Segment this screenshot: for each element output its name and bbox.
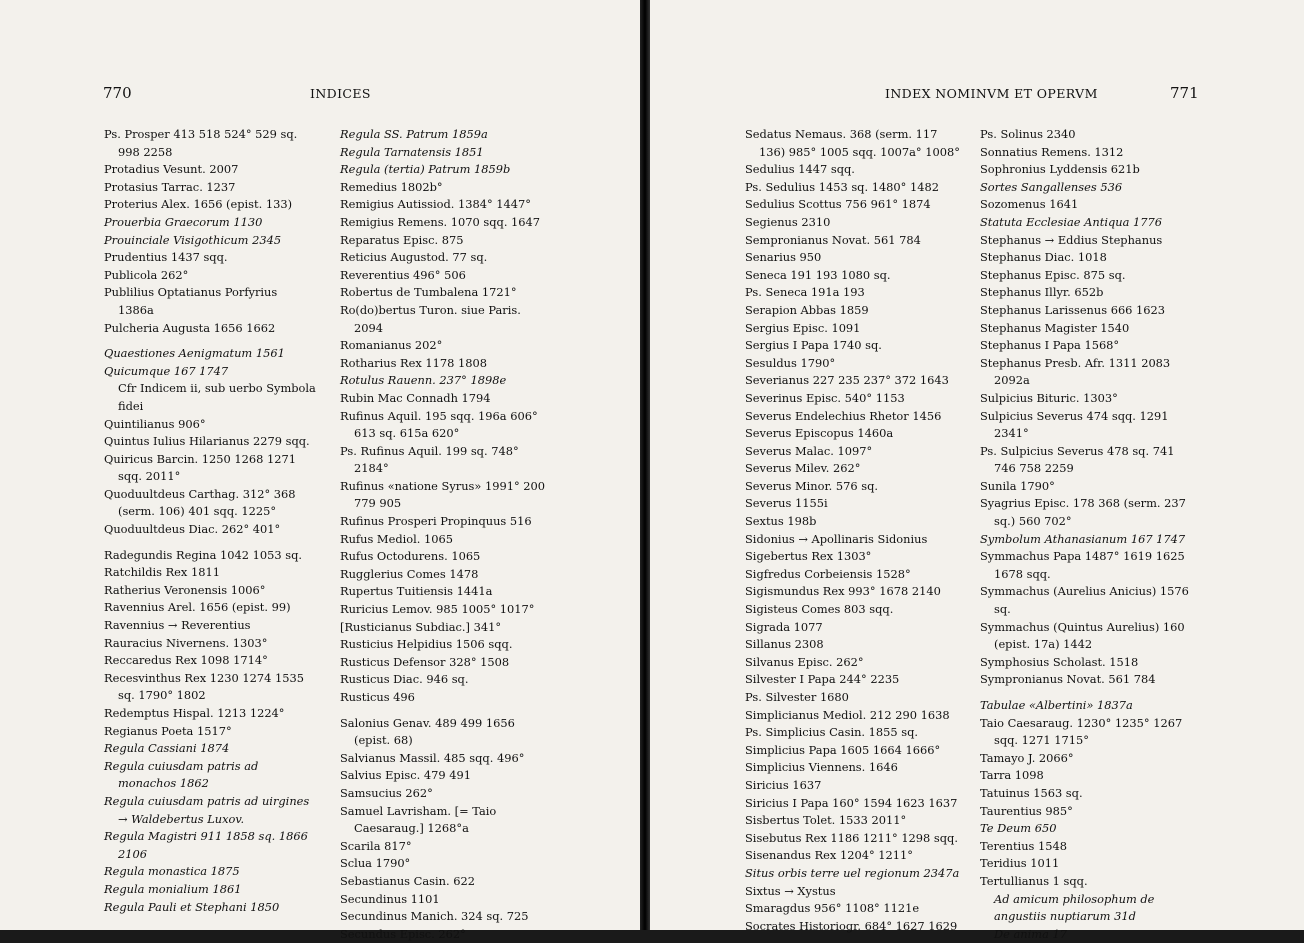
index-entry: Secundus Episc. 262° — [340, 926, 466, 941]
index-entry: Sunila 1790° — [980, 478, 1055, 493]
index-entry: Salvius Episc. 479 491 — [340, 768, 471, 783]
index-entry: Ravennius → Reverentius — [104, 618, 251, 633]
index-entry: Radegundis Regina 1042 1053 sq. — [104, 547, 303, 562]
page-number: 771 — [1170, 84, 1199, 102]
index-entry: Romanianus 202° — [340, 338, 443, 353]
index-entry: Rusticus Defensor 328° 1508 — [340, 654, 510, 669]
index-entry: Taio Caesaraug. 1230° 1235° 1267 sqq. 1271 1715° — [980, 715, 1183, 748]
index-entry: Syagrius Episc. 178 368 (serm. 237 sq.) 560 702° — [980, 496, 1186, 529]
index-entry: Serapion Abbas 1859 — [745, 302, 869, 317]
index-entry: Rufinus Aquil. 195 sqq. 196a 606° 613 sq. 615a 620° — [340, 408, 538, 441]
index-entry: Rugglerius Comes 1478 — [340, 566, 479, 581]
index-entry: Stephanus Illyr. 652b — [980, 285, 1104, 300]
index-entry: Sozomenus 1641 — [980, 197, 1079, 212]
index-entry: Ad amicum philosophum de angustiis nuptiarum 31d — [994, 891, 1155, 924]
index-entry: Sedatus Nemaus. 368 (serm. 117 136) 985° 1005 sqq. 1007a° 1008° — [745, 127, 960, 159]
index-entry: Siricius 1637 — [745, 777, 822, 792]
index-entry: Reparatus Episc. 875 — [340, 232, 464, 247]
index-entry: Silvester I Papa 244° 2235 — [745, 672, 900, 687]
index-entry: Severus Episcopus 1460a — [745, 426, 894, 441]
index-entry: Sidonius → Apollinaris Sidonius — [745, 531, 928, 546]
index-entry: Simplicianus Mediol. 212 290 1638 — [745, 707, 950, 722]
index-entry: Seneca 191 193 1080 sq. — [745, 267, 891, 282]
index-entry: Rufinus Prosperi Propinquus 516 — [340, 514, 532, 529]
index-entry: Protadius Vesunt. 2007 — [104, 162, 239, 177]
index-entry: Regianus Poeta 1517° — [104, 723, 232, 738]
index-entry: Ps. Prosper 413 518 524° 529 sq. 998 2258 — [104, 127, 298, 159]
index-entry: Ps. Seneca 191a 193 — [745, 285, 865, 300]
index-entry: Symphosius Scholast. 1518 — [980, 654, 1139, 669]
index-entry: Rufus Mediol. 1065 — [340, 531, 453, 546]
index-entry: Symbolum Athanasianum 167 1747 — [980, 531, 1186, 546]
index-entry: Symmachus (Aurelius Anicius) 1576 sq. — [980, 584, 1189, 617]
index-entry: Redemptus Hispal. 1213 1224° — [104, 706, 285, 720]
index-entry: De anima 17 — [994, 926, 1067, 941]
index-entry: Stephanus Episc. 875 sq. — [980, 267, 1126, 282]
index-entry: Sedulius 1447 sqq. — [745, 162, 855, 177]
index-entry: Severus Endelechius Rhetor 1456 — [745, 408, 942, 423]
index-entry: Ps. Solinus 2340 — [980, 127, 1076, 141]
index-entry: Tamayo J. 2066° — [980, 750, 1074, 765]
index-entry: Secundinus Manich. 324 sq. 725 — [340, 909, 529, 924]
index-entry: Rufus Octodurens. 1065 — [340, 549, 481, 564]
index-entry: Remedius 1802b° — [340, 179, 443, 194]
index-entry: Siricius I Papa 160° 1594 1623 1637 — [745, 795, 958, 810]
index-entry: Regula cuiusdam patris ad monachos 1862 — [104, 758, 259, 791]
index-entry: Protasius Tarrac. 1237 — [104, 179, 236, 194]
index-entry: Ro(do)bertus Turon. siue Paris. 2094 — [340, 302, 521, 335]
index-entry: Sophronius Lyddensis 621b — [980, 162, 1140, 177]
running-head: INDEX NOMINVM ET OPERVM — [885, 86, 1098, 101]
index-entry: Prudentius 1437 sqq. — [104, 250, 228, 265]
index-entry: Sextus 198b — [745, 514, 817, 529]
index-entry: Smaragdus 956° 1108° 1121e — [745, 901, 920, 916]
index-entry: Terentius 1548 — [980, 838, 1067, 853]
index-entry: Regula monastica 1875 — [104, 864, 240, 879]
index-entry: Robertus de Tumbalena 1721° — [340, 285, 517, 300]
index-entry: Tarra 1098 — [980, 768, 1044, 783]
index-entry: Quiricus Barcin. 1250 1268 1271 sqq. 2011° — [104, 451, 297, 484]
index-entry: Cfr Indicem ii, sub uerbo Symbola fidei — [118, 381, 316, 413]
index-entry: Simplicius Papa 1605 1664 1666° — [745, 742, 941, 757]
index-entry: Sigisteus Comes 803 sqq. — [745, 602, 894, 617]
index-entry: Rubin Mac Connadh 1794 — [340, 390, 491, 405]
book-gutter — [640, 0, 650, 930]
index-entry: Ravennius Arel. 1656 (epist. 99) — [104, 600, 291, 615]
index-entry: Publicola 262° — [104, 267, 189, 282]
index-entry: Sigismundus Rex 993° 1678 2140 — [745, 584, 941, 599]
index-entry: Statuta Ecclesiae Antiqua 1776 — [980, 214, 1162, 229]
index-column-1 — [104, 126, 316, 916]
index-entry: Sortes Sangallenses 536 — [980, 179, 1123, 194]
index-entry: Quicumque 167 1747 — [104, 363, 229, 378]
index-entry: Ps. Rufinus Aquil. 199 sq. 748° 2184° — [340, 443, 519, 476]
index-entry: Prouinciale Visigothicum 2345 — [104, 232, 282, 247]
index-entry: Severus 1155i — [745, 496, 828, 511]
index-entry: Sonnatius Remens. 1312 — [980, 144, 1124, 159]
index-entry: Ps. Sedulius 1453 sq. 1480° 1482 — [745, 179, 939, 194]
index-entry: Sulpicius Severus 474 sqq. 1291 2341° — [980, 408, 1169, 441]
index-entry: Rufinus «natione Syrus» 1991° 200 779 905 — [340, 478, 546, 511]
index-entry: Recesvinthus Rex 1230 1274 1535 sq. 1790° 1802 — [104, 670, 304, 703]
index-entry: Sulpicius Bituric. 1303° — [980, 390, 1118, 405]
index-entry: Silvanus Episc. 262° — [745, 654, 864, 669]
index-entry: Ratherius Veronensis 1006° — [104, 582, 266, 597]
index-entry: Severus Minor. 576 sq. — [745, 478, 879, 493]
index-entry: Sixtus → Xystus — [745, 883, 836, 898]
index-entry: Severus Milev. 262° — [745, 461, 861, 476]
page-number: 770 — [103, 84, 132, 102]
index-entry: Taurentius 985° — [980, 803, 1073, 818]
index-entry: Rotulus Rauenn. 237° 1898e — [340, 373, 507, 388]
index-entry: Publilius Optatianus Porfyrius 1386a — [104, 285, 278, 317]
index-entry: Quoduultdeus Diac. 262° 401° — [104, 522, 281, 537]
index-entry: Sergius Episc. 1091 — [745, 320, 861, 335]
index-entry: Socrates Historiogr. 684° 1627 1629 — [745, 918, 958, 933]
index-entry: Sigrada 1077 — [745, 619, 823, 634]
index-entry: Ps. Silvester 1680 — [745, 690, 849, 704]
index-entry: Rusticus 496 — [340, 690, 415, 704]
index-entry: Prouerbia Graecorum 1130 — [104, 214, 263, 229]
index-entry: Ratchildis Rex 1811 — [104, 565, 220, 580]
index-entry: Tabulae «Albertini» 1837a — [980, 698, 1133, 712]
index-entry: Te Deum 650 — [980, 821, 1057, 836]
index-entry: Regula monialium 1861 — [104, 881, 242, 896]
index-entry: Samuel Lavrisham. [= Taio Caesaraug.] 1268°a — [340, 803, 497, 836]
index-entry: Ps. Simplicius Casin. 1855 sq. — [745, 725, 919, 740]
index-entry: Salonius Genav. 489 499 1656 (epist. 68) — [340, 715, 515, 748]
left-page — [0, 0, 640, 941]
index-entry: Situs orbis terre uel regionum 2347a — [745, 865, 960, 880]
index-entry: Sigebertus Rex 1303° — [745, 549, 872, 564]
index-entry: Regula Magistri 911 1858 sq. 1866 2106 — [104, 829, 308, 861]
index-entry: Quintus Iulius Hilarianus 2279 sqq. — [104, 434, 310, 449]
index-entry: Reticius Augustod. 77 sq. — [340, 250, 488, 265]
index-entry: Symmachus (Quintus Aurelius) 160 (epist. 17a) 1442 — [980, 619, 1185, 652]
index-entry: Sisenandus Rex 1204° 1211° — [745, 848, 913, 863]
index-entry: Symmachus Papa 1487° 1619 1625 1678 sqq. — [980, 549, 1185, 581]
index-entry: Stephanus I Papa 1568° — [980, 338, 1120, 353]
index-entry: Severianus 227 235 237° 372 1643 — [745, 373, 949, 388]
index-entry: Quoduultdeus Carthag. 312° 368 (serm. 106) 401 sqq. 1225° — [104, 486, 296, 519]
index-entry: Ruricius Lemov. 985 1005° 1017° — [340, 602, 535, 617]
index-entry: Sisebutus Rex 1186 1211° 1298 sqq. — [745, 830, 958, 845]
index-entry: Proterius Alex. 1656 (epist. 133) — [104, 197, 293, 212]
index-entry: Sergius I Papa 1740 sq. — [745, 338, 882, 353]
index-entry: Senarius 950 — [745, 250, 822, 265]
index-entry: Stephanus Larissenus 666 1623 — [980, 302, 1166, 317]
index-entry: Regula (tertia) Patrum 1859b — [340, 162, 511, 177]
index-entry: Quintilianus 906° — [104, 416, 206, 431]
index-entry: Regula Cassiani 1874 — [104, 741, 230, 756]
index-entry: Tatuinus 1563 sq. — [980, 785, 1083, 800]
right-page — [650, 0, 1304, 941]
index-entry: Sclua 1790° — [340, 856, 411, 871]
index-entry: Remigius Remens. 1070 sqq. 1647 — [340, 214, 541, 229]
index-entry: Regula cuiusdam patris ad uirgines → Waldebertus Luxov. — [104, 793, 310, 826]
index-entry: Segienus 2310 — [745, 214, 831, 229]
index-entry: Quaestiones Aenigmatum 1561 — [104, 346, 285, 361]
index-entry: Sempronianus Novat. 561 784 — [745, 232, 921, 247]
index-entry: Rusticius Helpidius 1506 sqq. — [340, 637, 513, 652]
index-entry: Ps. Sulpicius Severus 478 sq. 741 746 758 2259 — [980, 443, 1175, 476]
index-entry: Sesuldus 1790° — [745, 355, 836, 370]
index-column-4 — [980, 126, 1198, 943]
index-entry: Rauracius Nivernens. 1303° — [104, 635, 268, 650]
index-entry: Rupertus Tuitiensis 1441a — [340, 584, 493, 599]
index-entry: Tertullianus 1 sqq. — [980, 873, 1088, 888]
index-entry: Stephanus Presb. Afr. 1311 2083 2092a — [980, 355, 1171, 388]
index-entry: Pulcheria Augusta 1656 1662 — [104, 320, 276, 335]
index-entry: Secundinus 1101 — [340, 891, 440, 906]
index-entry: Samsucius 262° — [340, 785, 433, 800]
index-entry: Simplicius Viennens. 1646 — [745, 760, 898, 775]
index-entry: Regula Pauli et Stephani 1850 — [104, 899, 280, 914]
index-entry: Regula Tarnatensis 1851 — [340, 144, 484, 159]
index-entry: Sillanus 2308 — [745, 637, 824, 652]
index-entry: Rusticus Diac. 946 sq. — [340, 672, 469, 687]
index-entry: Scarila 817° — [340, 838, 412, 853]
index-entry: Severus Malac. 1097° — [745, 443, 873, 458]
index-entry: Teridius 1011 — [980, 856, 1060, 871]
index-entry: Sympronianus Novat. 561 784 — [980, 672, 1156, 687]
index-entry: Regula SS. Patrum 1859a — [340, 127, 488, 141]
index-entry: Reccaredus Rex 1098 1714° — [104, 653, 268, 668]
index-entry: Salvianus Massil. 485 sqq. 496° — [340, 750, 525, 765]
index-entry: Reverentius 496° 506 — [340, 267, 466, 282]
index-entry: Sisbertus Tolet. 1533 2011° — [745, 813, 907, 828]
index-entry: Sigfredus Corbeiensis 1528° — [745, 566, 911, 581]
index-entry: Stephanus → Eddius Stephanus — [980, 232, 1163, 247]
index-entry: Sebastianus Casin. 622 — [340, 873, 475, 888]
index-entry: Sedulius Scottus 756 961° 1874 — [745, 197, 931, 212]
index-entry: Rotharius Rex 1178 1808 — [340, 355, 487, 370]
index-entry: [Rusticianus Subdiac.] 341° — [340, 619, 502, 634]
index-column-3 — [745, 126, 963, 935]
running-head: INDICES — [310, 86, 371, 101]
index-entry: Severinus Episc. 540° 1153 — [745, 390, 905, 405]
index-column-2 — [340, 126, 552, 943]
index-entry: Stephanus Diac. 1018 — [980, 250, 1107, 265]
index-entry: Stephanus Magister 1540 — [980, 320, 1130, 335]
index-entry: Remigius Autissiod. 1384° 1447° — [340, 197, 531, 212]
